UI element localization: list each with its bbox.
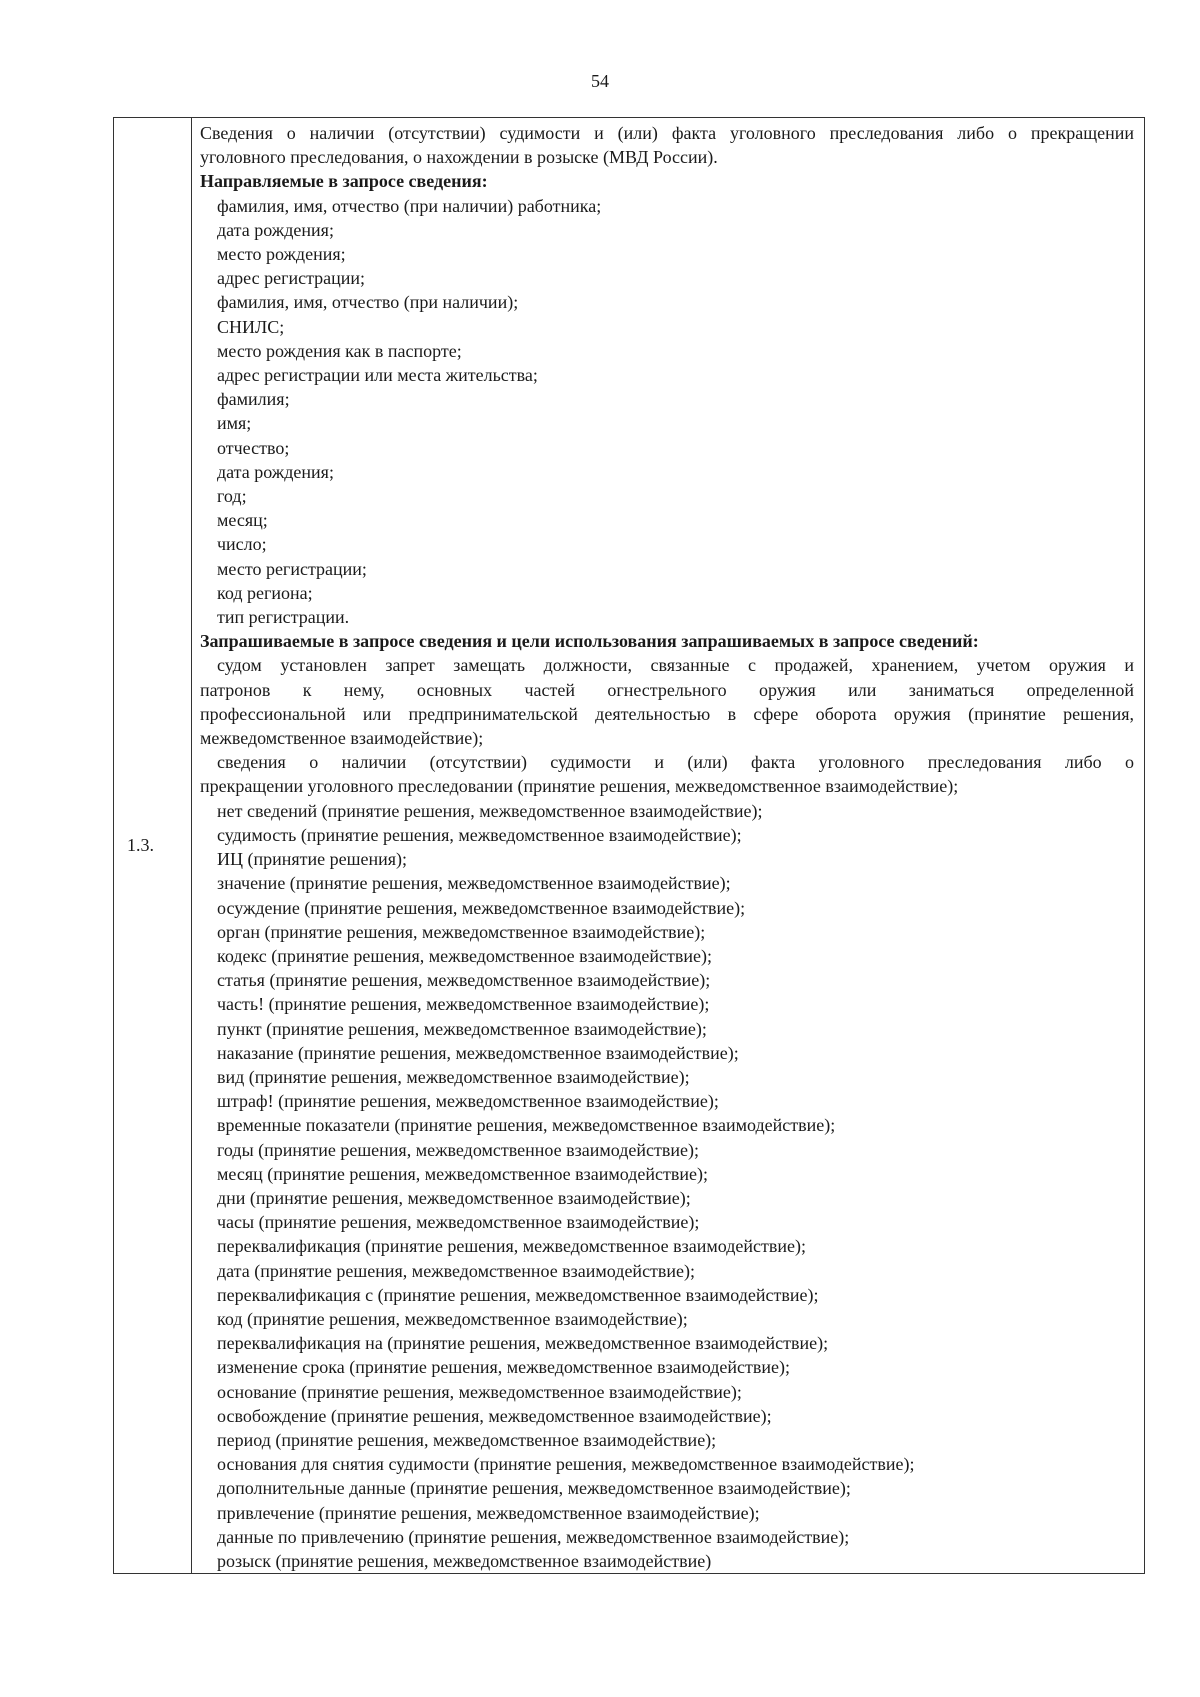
list-item: адрес регистрации или места жительства; xyxy=(217,365,538,386)
list-item: нет сведений (принятие решения, межведомственное взаимодействие); xyxy=(217,800,763,821)
list-item: основания для снятия судимости (принятие решения, межведомственное взаимодействие); xyxy=(217,1454,915,1475)
requested-paragraph-1 xyxy=(200,653,1134,750)
row-content-cell xyxy=(192,118,1145,1574)
paragraph-line: судом установлен запрет замещать должности, связанные с продажей, хранением, учетом оружия и xyxy=(217,655,1134,676)
list-item: дни (принятие решения, межведомственное взаимодействие); xyxy=(217,1187,691,1208)
list-item: код региона; xyxy=(217,582,313,603)
list-item: осуждение (принятие решения, межведомственное взаимодействие); xyxy=(217,897,746,918)
list-item: дата рождения; xyxy=(217,219,334,240)
list-item: привлечение (принятие решения, межведомственное взаимодействие); xyxy=(217,1502,760,1523)
requested-items-list xyxy=(200,799,1134,1574)
list-item: статья (принятие решения, межведомственное взаимодействие); xyxy=(217,970,711,991)
intro-paragraph xyxy=(200,121,1134,169)
list-item: часы (принятие решения, межведомственное взаимодействие); xyxy=(217,1212,700,1233)
list-item: число; xyxy=(217,534,267,555)
list-item: значение (принятие решения, межведомственное взаимодействие); xyxy=(217,873,731,894)
list-item: годы (принятие решения, межведомственное взаимодействие); xyxy=(217,1139,699,1160)
list-item: место рождения; xyxy=(217,244,346,265)
list-item: фамилия, имя, отчество (при наличии); xyxy=(217,292,519,313)
list-item: временные показатели (принятие решения, межведомственное взаимодействие); xyxy=(217,1115,836,1136)
intro-line: Сведения о наличии (отсутствии) судимости и (или) факта уголовного преследования либо о прекращении xyxy=(200,123,1134,143)
list-item: вид (принятие решения, межведомственное взаимодействие); xyxy=(217,1066,690,1087)
list-item: переквалификация с (принятие решения, межведомственное взаимодействие); xyxy=(217,1284,819,1305)
table-row xyxy=(114,118,1145,1574)
requested-heading: Запрашиваемые в запросе сведения и цели использования запрашиваемых в запросе сведений: xyxy=(200,631,979,652)
list-item: адрес регистрации; xyxy=(217,268,366,289)
list-item: переквалификация на (принятие решения, межведомственное взаимодействие); xyxy=(217,1333,829,1354)
list-item: данные по привлечению (принятие решения, межведомственное взаимодействие); xyxy=(217,1526,850,1547)
paragraph-line: сведения о наличии (отсутствии) судимости и (или) факта уголовного преследования либо о xyxy=(217,752,1134,773)
list-item: место регистрации; xyxy=(217,558,367,579)
list-item: месяц; xyxy=(217,510,268,531)
list-item: судимость (принятие решения, межведомственное взаимодействие); xyxy=(217,824,742,845)
list-item: имя; xyxy=(217,413,252,434)
list-item: код (принятие решения, межведомственное взаимодействие); xyxy=(217,1308,688,1329)
requested-paragraph-2 xyxy=(200,750,1134,798)
list-item: переквалификация (принятие решения, межведомственное взаимодействие); xyxy=(217,1236,806,1257)
row-number-cell xyxy=(114,118,192,1574)
list-item: орган (принятие решения, межведомственное взаимодействие); xyxy=(217,921,706,942)
list-item: часть! (принятие решения, межведомственное взаимодействие); xyxy=(217,994,710,1015)
paragraph-line: патронов к нему, основных частей огнестрельного оружия или заниматься определенной xyxy=(200,679,1134,700)
list-item: фамилия, имя, отчество (при наличии) работника; xyxy=(217,195,602,216)
list-item: фамилия; xyxy=(217,389,290,410)
paragraph-line: межведомственное взаимодействие); xyxy=(200,728,484,749)
list-item: дата (принятие решения, межведомственное взаимодействие); xyxy=(217,1260,696,1281)
row-number: 1.3. xyxy=(127,835,154,856)
document-table xyxy=(113,117,1145,1574)
list-item: год; xyxy=(217,486,247,507)
list-item: период (принятие решения, межведомственное взаимодействие); xyxy=(217,1429,717,1450)
list-item: основание (принятие решения, межведомственное взаимодействие); xyxy=(217,1381,742,1402)
list-item: место рождения как в паспорте; xyxy=(217,340,462,361)
list-item: розыск (принятие решения, межведомственное взаимодействие) xyxy=(217,1550,712,1571)
list-item: отчество; xyxy=(217,437,290,458)
sent-items-list xyxy=(200,194,1134,630)
list-item: кодекс (принятие решения, межведомственное взаимодействие); xyxy=(217,945,713,966)
page-number: 54 xyxy=(591,71,609,91)
list-item: пункт (принятие решения, межведомственное взаимодействие); xyxy=(217,1018,707,1039)
list-item: тип регистрации. xyxy=(217,607,350,628)
list-item: наказание (принятие решения, межведомственное взаимодействие); xyxy=(217,1042,739,1063)
sent-heading: Направляемые в запросе сведения: xyxy=(200,171,488,192)
list-item: ИЦ (принятие решения); xyxy=(217,849,408,870)
list-item: изменение срока (принятие решения, межведомственное взаимодействие); xyxy=(217,1357,790,1378)
paragraph-line: прекращении уголовного преследовании (принятие решения, межведомственное взаимодействие); xyxy=(200,776,959,797)
list-item: СНИЛС; xyxy=(217,316,285,337)
list-item: дата рождения; xyxy=(217,461,334,482)
list-item: дополнительные данные (принятие решения, межведомственное взаимодействие); xyxy=(217,1478,851,1499)
list-item: штраф! (принятие решения, межведомственное взаимодействие); xyxy=(217,1091,719,1112)
list-item: месяц (принятие решения, межведомственное взаимодействие); xyxy=(217,1163,709,1184)
paragraph-line: профессиональной или предпринимательской деятельностью в сфере оборота оружия (принятие решения, xyxy=(200,703,1134,724)
intro-line: уголовного преследования, о нахождении в розыске (МВД России). xyxy=(200,147,718,168)
list-item: освобождение (принятие решения, межведомственное взаимодействие); xyxy=(217,1405,772,1426)
